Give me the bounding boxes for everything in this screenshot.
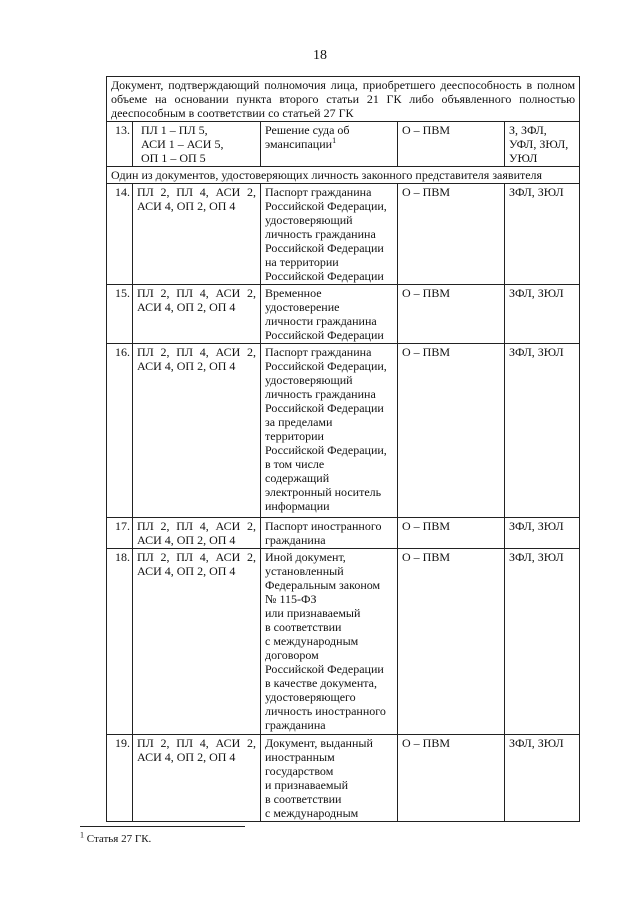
document-name-text: Решение суда об эмансипации — [265, 123, 350, 151]
document-name: Документ, выданный иностранным государством и признаваемый в соответствии с международным — [261, 735, 398, 822]
row-number: 14. — [107, 184, 133, 285]
code-list: ПЛ 2, ПЛ 4, АСИ 2, АСИ 4, ОП 2, ОП 4 — [133, 518, 261, 549]
code-list: ПЛ 2, ПЛ 4, АСИ 2, АСИ 4, ОП 2, ОП 4 — [133, 735, 261, 822]
footnote-mark: 1 — [332, 136, 337, 145]
code-list: ПЛ 2, ПЛ 4, АСИ 2, АСИ 4, ОП 2, ОП 4 — [133, 549, 261, 735]
document-name: Паспорт гражданина Российской Федерации, удостоверяющий личность гражданина Российской Федерации на территории Российской Федерации — [261, 184, 398, 285]
table-row — [107, 285, 580, 344]
recipient-codes: ЗФЛ, ЗЮЛ — [505, 184, 580, 285]
recipient-codes: ЗФЛ, ЗЮЛ — [505, 285, 580, 344]
section-heading-row — [107, 167, 580, 184]
order-code: О – ПВМ — [398, 549, 505, 735]
document-name: Паспорт иностранного гражданина — [261, 518, 398, 549]
footnote-mark: 1 — [80, 830, 84, 840]
table-row — [107, 344, 580, 518]
document-name: Иной документ, установленный Федеральным законом № 115-ФЗ или признаваемый в соответствии с международным договором Российской Федерации в качестве документа, удостоверяющего личность иностранного гражданина — [261, 549, 398, 735]
code-list: ПЛ 2, ПЛ 4, АСИ 2, АСИ 4, ОП 2, ОП 4 — [133, 344, 261, 518]
document-name — [261, 122, 398, 167]
row-number: 16. — [107, 344, 133, 518]
code-list: ПЛ 2, ПЛ 4, АСИ 2, АСИ 4, ОП 2, ОП 4 — [133, 285, 261, 344]
section-heading: Один из документов, удостоверяющих личность законного представителя заявителя — [107, 167, 580, 184]
code-list: ПЛ 1 – ПЛ 5, АСИ 1 – АСИ 5, ОП 1 – ОП 5 — [133, 122, 261, 167]
order-code: О – ПВМ — [398, 285, 505, 344]
section-heading-row — [107, 77, 580, 122]
row-number: 13. — [107, 122, 133, 167]
recipient-codes: ЗФЛ, ЗЮЛ — [505, 518, 580, 549]
order-code: О – ПВМ — [398, 184, 505, 285]
document-name: Временное удостоверение личности гражданина Российской Федерации — [261, 285, 398, 344]
recipient-codes: З, ЗФЛ, УФЛ, ЗЮЛ, УЮЛ — [505, 122, 580, 167]
row-number: 15. — [107, 285, 133, 344]
footnote-text: Статья 27 ГК. — [86, 833, 152, 845]
code-list: ПЛ 2, ПЛ 4, АСИ 2, АСИ 4, ОП 2, ОП 4 — [133, 184, 261, 285]
footnote — [80, 830, 152, 845]
page-number: 18 — [313, 48, 327, 63]
recipient-codes: ЗФЛ, ЗЮЛ — [505, 735, 580, 822]
recipient-codes: ЗФЛ, ЗЮЛ — [505, 549, 580, 735]
table-row — [107, 122, 580, 167]
row-number: 17. — [107, 518, 133, 549]
document-table — [106, 76, 580, 822]
table-row — [107, 549, 580, 735]
order-code: О – ПВМ — [398, 518, 505, 549]
row-number: 18. — [107, 549, 133, 735]
section-heading: Документ, подтверждающий полномочия лица, приобретшего дееспособность в полном объеме на основании пункта второго статьи 21 ГК либо объявленного полностью дееспособным в соответствии со статьей 27 ГК — [107, 77, 580, 122]
order-code: О – ПВМ — [398, 122, 505, 167]
order-code: О – ПВМ — [398, 735, 505, 822]
footnote-divider — [80, 826, 245, 827]
table-row — [107, 735, 580, 822]
row-number: 19. — [107, 735, 133, 822]
document-name: Паспорт гражданина Российской Федерации, удостоверяющий личность гражданина Российской Федерации за пределами территории Российской Федерации, в том числе содержащий электронный носитель информации — [261, 344, 398, 518]
recipient-codes: ЗФЛ, ЗЮЛ — [505, 344, 580, 518]
table-row — [107, 184, 580, 285]
table-row — [107, 518, 580, 549]
order-code: О – ПВМ — [398, 344, 505, 518]
